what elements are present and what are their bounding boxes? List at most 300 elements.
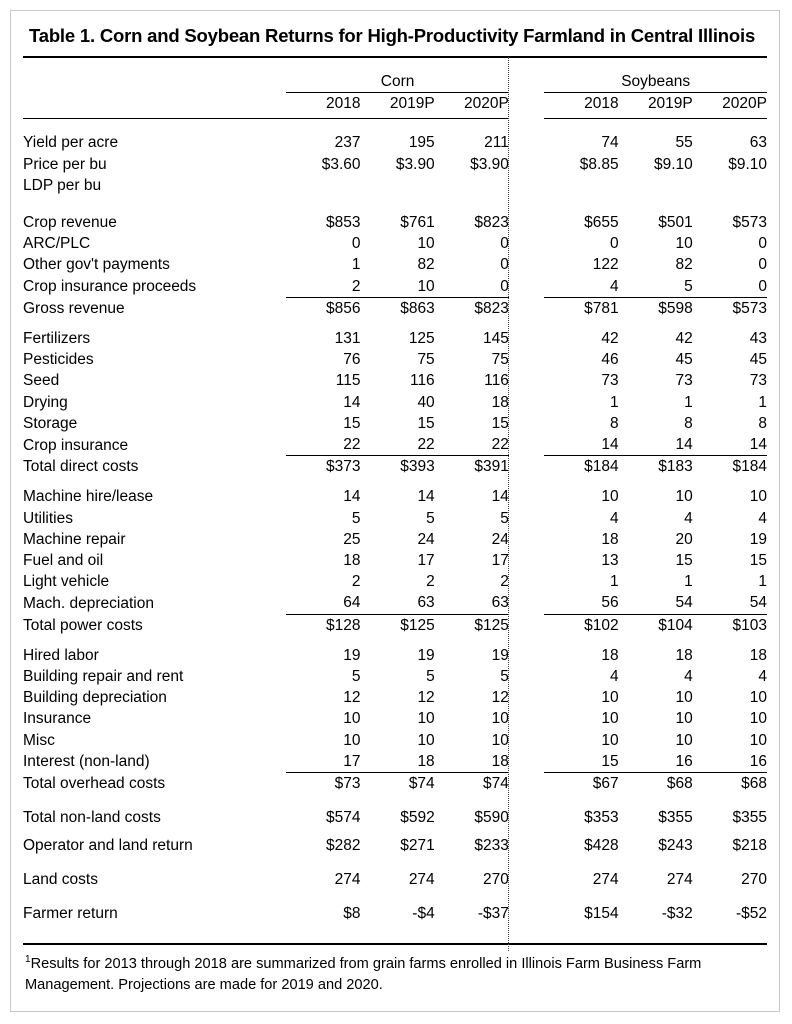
cell-soy-2018: $154 bbox=[584, 904, 619, 922]
cell-corn-2018: 1 bbox=[351, 256, 361, 274]
cell-corn-2019p: $592 bbox=[400, 809, 435, 827]
cell-corn-2019p: 10 bbox=[417, 235, 435, 253]
table-row-subtotal bbox=[23, 614, 767, 636]
spacer-cell bbox=[286, 794, 360, 807]
spacer-cell bbox=[693, 794, 767, 807]
cell-corn-2018: 14 bbox=[343, 488, 361, 506]
cell-soy-2019p: 14 bbox=[675, 436, 693, 454]
cell-corn-2020p: 2 bbox=[500, 573, 509, 591]
cell-corn-2018: 14 bbox=[343, 393, 361, 411]
spacer-cell bbox=[693, 856, 767, 869]
spacer-cell bbox=[435, 794, 509, 807]
row-label: Fertilizers bbox=[23, 330, 91, 348]
cell-corn-2020p: $125 bbox=[435, 614, 509, 636]
cell-soy-2018: 4 bbox=[609, 509, 619, 527]
cell-corn-2018: 10 bbox=[343, 710, 361, 728]
row-label: Crop revenue bbox=[23, 214, 117, 232]
cell-soy-2019p: $598 bbox=[619, 297, 693, 319]
row-gap bbox=[509, 328, 545, 349]
cell-soy-2018: $655 bbox=[584, 214, 619, 232]
table-row-subtotal bbox=[23, 773, 767, 795]
cell-corn-2020p: 0 bbox=[500, 277, 509, 295]
spacer-cell bbox=[23, 924, 286, 937]
cell-soy-2018: 8 bbox=[609, 414, 619, 432]
row-gap bbox=[509, 233, 545, 254]
row-gap bbox=[509, 773, 545, 795]
spacer-cell bbox=[693, 58, 767, 71]
cell-corn-2018: $3.60 bbox=[321, 155, 361, 173]
cell-soy-2020p: 18 bbox=[749, 646, 767, 664]
row-label: Building depreciation bbox=[23, 689, 167, 707]
row-label: Storage bbox=[23, 414, 78, 432]
cell-corn-2018: 15 bbox=[343, 414, 361, 432]
cell-corn-2019p: 125 bbox=[408, 330, 435, 348]
row-gap bbox=[509, 276, 545, 298]
spacer-cell bbox=[286, 856, 360, 869]
cell-corn-2019p: 40 bbox=[417, 393, 435, 411]
cell-soy-2018: $67 bbox=[544, 773, 618, 795]
cell-corn-2018: $856 bbox=[286, 297, 360, 319]
spacer-cell bbox=[286, 890, 360, 903]
cell-corn-2018: 131 bbox=[334, 330, 361, 348]
table-row bbox=[23, 254, 767, 275]
spacer-cell bbox=[619, 794, 693, 807]
table-row bbox=[23, 328, 767, 349]
cell-soy-2019p: 274 bbox=[666, 870, 693, 888]
spacer-cell bbox=[544, 119, 618, 133]
cell-soy-2019p: 20 bbox=[675, 530, 693, 548]
cell-corn-2019p: $3.90 bbox=[395, 155, 435, 173]
spacer-cell bbox=[286, 924, 360, 937]
spacer-cell bbox=[693, 477, 767, 486]
cell-corn-2018: 274 bbox=[334, 870, 361, 888]
cell-corn-2019p: 2 bbox=[426, 573, 435, 591]
cell-corn-2019p: $125 bbox=[361, 614, 435, 636]
row-label: Drying bbox=[23, 393, 68, 411]
table-row bbox=[23, 349, 767, 370]
cell-corn-2020p: 24 bbox=[491, 530, 509, 548]
spacer-cell bbox=[693, 119, 767, 133]
cell-soy-2018: $184 bbox=[544, 456, 618, 478]
cell-soy-2018: 13 bbox=[601, 552, 619, 570]
cell-corn-2019p: 75 bbox=[417, 351, 435, 369]
spacer-cell bbox=[23, 794, 286, 807]
cell-soy-2019p: 10 bbox=[675, 235, 693, 253]
row-label: Price per bu bbox=[23, 155, 107, 173]
spacer-cell bbox=[509, 636, 545, 645]
row-label: Other gov't payments bbox=[23, 256, 170, 274]
cell-soy-2020p: 54 bbox=[749, 594, 767, 612]
row-label: Seed bbox=[23, 372, 60, 390]
cell-soy-2020p: 63 bbox=[749, 134, 767, 152]
spacer-cell bbox=[361, 924, 435, 937]
spacer-cell bbox=[286, 196, 360, 212]
year-header-soy-2019p: 2019P bbox=[647, 95, 693, 113]
cell-corn-2019p: 63 bbox=[417, 594, 435, 612]
cell-soy-2019p: 10 bbox=[675, 710, 693, 728]
row-label: Machine repair bbox=[23, 530, 126, 548]
cell-corn-2019p: 12 bbox=[417, 689, 435, 707]
spacer-cell bbox=[544, 58, 618, 71]
cell-soy-2020p: 10 bbox=[749, 731, 767, 749]
row-label: Yield per acre bbox=[23, 134, 119, 152]
cell-corn-2020p: 14 bbox=[491, 488, 509, 506]
cell-soy-2019p: $68 bbox=[619, 773, 693, 795]
cell-corn-2019p: $271 bbox=[400, 836, 435, 854]
cell-corn-2019p: 24 bbox=[417, 530, 435, 548]
row-label: LDP per bu bbox=[23, 176, 102, 194]
spacer-row bbox=[23, 58, 767, 71]
cell-soy-2018: 10 bbox=[601, 731, 619, 749]
cell-soy-2020p: 10 bbox=[749, 689, 767, 707]
spacer-cell bbox=[619, 636, 693, 645]
spacer-cell bbox=[619, 924, 693, 937]
cell-soy-2020p: 15 bbox=[749, 552, 767, 570]
cell-corn-2020p: 17 bbox=[491, 552, 509, 570]
spacer-cell bbox=[435, 58, 509, 71]
cell-corn-2020p: 10 bbox=[491, 710, 509, 728]
year-header-row bbox=[23, 93, 767, 115]
year-header-soy-2018: 2018 bbox=[584, 95, 619, 113]
cell-corn-2019p: 18 bbox=[417, 752, 435, 770]
cell-corn-2020p: 145 bbox=[483, 330, 509, 348]
cell-corn-2020p: 0 bbox=[500, 256, 509, 274]
spacer-cell bbox=[435, 319, 509, 328]
spacer-cell bbox=[619, 58, 693, 71]
cell-soy-2020p: $9.10 bbox=[728, 155, 767, 173]
cell-corn-2019p: $393 bbox=[361, 456, 435, 478]
cell-corn-2020p: 18 bbox=[491, 752, 509, 770]
row-label: Insurance bbox=[23, 710, 92, 728]
cell-soy-2018: 14 bbox=[601, 436, 619, 454]
cell-corn-2020p: $823 bbox=[474, 214, 509, 232]
row-gap bbox=[509, 154, 545, 175]
spacer-cell bbox=[509, 319, 545, 328]
table-row-total bbox=[23, 835, 767, 856]
cell-soy-2020p: 4 bbox=[758, 509, 767, 527]
year-header-blank bbox=[23, 93, 286, 115]
spacer-cell bbox=[435, 890, 509, 903]
cell-corn-2018: 12 bbox=[343, 689, 361, 707]
spacer-cell bbox=[619, 890, 693, 903]
row-gap bbox=[509, 456, 545, 478]
spacer-cell bbox=[23, 636, 286, 645]
cell-soy-2020p: 4 bbox=[758, 668, 767, 686]
table-row bbox=[23, 175, 767, 196]
row-label: Land costs bbox=[23, 870, 98, 888]
cell-corn-2020p: 75 bbox=[491, 351, 509, 369]
cell-corn-2020p: -$37 bbox=[477, 904, 509, 922]
spacer-row bbox=[23, 477, 767, 486]
table-row-subtotal bbox=[23, 297, 767, 319]
spacer-cell bbox=[544, 890, 618, 903]
spacer-cell bbox=[361, 119, 435, 133]
cell-soy-2019p: 42 bbox=[675, 330, 693, 348]
cell-corn-2018: 5 bbox=[351, 668, 361, 686]
cell-corn-2020p bbox=[435, 175, 509, 196]
table-row bbox=[23, 233, 767, 254]
cell-soy-2019p: 45 bbox=[675, 351, 693, 369]
footnote-marker: 1 bbox=[25, 954, 31, 966]
cell-corn-2018: $128 bbox=[286, 614, 360, 636]
cell-soy-2018: 73 bbox=[601, 372, 619, 390]
spacer-cell bbox=[361, 794, 435, 807]
cell-soy-2018: $353 bbox=[584, 809, 619, 827]
row-gap bbox=[509, 486, 545, 507]
cell-corn-2020p: 0 bbox=[500, 235, 509, 253]
cell-soy-2018: 4 bbox=[609, 277, 619, 295]
cell-soy-2020p: 45 bbox=[749, 351, 767, 369]
cell-corn-2018: 10 bbox=[343, 731, 361, 749]
group-header-soybeans: Soybeans bbox=[544, 71, 767, 93]
row-label: Pesticides bbox=[23, 351, 94, 369]
cell-corn-2019p: 15 bbox=[417, 414, 435, 432]
table-row bbox=[23, 370, 767, 391]
year-header-soy-2020p: 2020P bbox=[722, 95, 767, 113]
cell-corn-2019p: 116 bbox=[409, 372, 435, 390]
cell-corn-2019p: 22 bbox=[417, 436, 435, 454]
cell-soy-2020p: 19 bbox=[749, 530, 767, 548]
cell-corn-2018: 115 bbox=[335, 372, 361, 390]
cell-soy-2019p: $501 bbox=[658, 214, 693, 232]
cell-corn-2018: $853 bbox=[326, 214, 361, 232]
cell-soy-2019p: 4 bbox=[684, 668, 693, 686]
cell-corn-2018: 22 bbox=[343, 436, 361, 454]
spacer-cell bbox=[435, 924, 509, 937]
spacer-row bbox=[23, 890, 767, 903]
spacer-row bbox=[23, 119, 767, 133]
spacer-cell bbox=[435, 856, 509, 869]
row-label: Building repair and rent bbox=[23, 668, 184, 686]
cell-soy-2019p: 16 bbox=[675, 752, 693, 770]
row-label: Interest (non-land) bbox=[23, 753, 150, 771]
spacer-cell bbox=[693, 890, 767, 903]
cell-soy-2020p: 1 bbox=[758, 573, 767, 591]
table-row-total bbox=[23, 903, 767, 924]
table-row bbox=[23, 687, 767, 708]
cell-soy-2019p bbox=[619, 175, 693, 196]
row-label: Utilities bbox=[23, 509, 73, 527]
table-card bbox=[10, 10, 780, 1012]
table-row bbox=[23, 486, 767, 507]
cell-soy-2020p: 16 bbox=[749, 752, 767, 770]
footnote-text: Results for 2013 through 2018 are summarized from grain farms enrolled in Illinois Farm Business Farm Management. Projections are made for 2019 and 2020. bbox=[25, 956, 702, 994]
cell-soy-2019p: $9.10 bbox=[653, 155, 693, 173]
row-label: Operator and land return bbox=[23, 836, 193, 854]
page-title: Table 1. Corn and Soybean Returns for High-Productivity Farmland in Central Illinois bbox=[29, 25, 756, 46]
cell-corn-2019p: $863 bbox=[361, 297, 435, 319]
spacer-cell bbox=[509, 58, 545, 71]
spacer-cell bbox=[361, 856, 435, 869]
cell-corn-2020p: 5 bbox=[500, 668, 509, 686]
row-label: Fuel and oil bbox=[23, 552, 104, 570]
table-row bbox=[23, 434, 767, 456]
cell-soy-2020p: $218 bbox=[732, 836, 767, 854]
table-row bbox=[23, 132, 767, 153]
row-label: Machine hire/lease bbox=[23, 488, 154, 506]
cell-soy-2019p: $355 bbox=[658, 809, 693, 827]
cell-corn-2020p: $3.90 bbox=[470, 155, 509, 173]
spacer-cell bbox=[435, 119, 509, 133]
table-row bbox=[23, 592, 767, 614]
table-row bbox=[23, 154, 767, 175]
row-gap bbox=[509, 434, 545, 456]
row-gap bbox=[509, 666, 545, 687]
row-label: Light vehicle bbox=[23, 573, 110, 591]
spacer-cell bbox=[693, 636, 767, 645]
cell-corn-2020p: 5 bbox=[500, 509, 509, 527]
cell-corn-2018 bbox=[286, 175, 360, 196]
cell-soy-2019p: 10 bbox=[675, 731, 693, 749]
cell-corn-2018: $574 bbox=[326, 809, 361, 827]
cell-corn-2020p: 15 bbox=[491, 414, 509, 432]
group-header-blank bbox=[23, 71, 286, 93]
cell-corn-2018: 64 bbox=[343, 594, 361, 612]
cell-corn-2019p: 195 bbox=[408, 134, 435, 152]
row-gap bbox=[509, 571, 545, 592]
cell-soy-2019p: 1 bbox=[684, 393, 693, 411]
row-label: Misc bbox=[23, 731, 55, 749]
cell-corn-2018: 2 bbox=[351, 573, 361, 591]
cell-soy-2019p: 54 bbox=[675, 594, 693, 612]
row-gap bbox=[509, 254, 545, 275]
cell-soy-2018: $781 bbox=[544, 297, 618, 319]
cell-corn-2018: 18 bbox=[343, 552, 361, 570]
year-header-gap bbox=[509, 93, 545, 115]
row-gap bbox=[509, 807, 545, 828]
cell-corn-2018: 5 bbox=[351, 509, 361, 527]
table-row bbox=[23, 708, 767, 729]
spacer-cell bbox=[544, 924, 618, 937]
cell-soy-2020p: 73 bbox=[749, 372, 767, 390]
spacer-cell bbox=[509, 890, 545, 903]
cell-soy-2018: 4 bbox=[609, 668, 619, 686]
spacer-cell bbox=[619, 477, 693, 486]
spacer-cell bbox=[361, 58, 435, 71]
cell-corn-2019p: 10 bbox=[417, 731, 435, 749]
cell-corn-2020p: 19 bbox=[491, 646, 509, 664]
cell-soy-2018: 18 bbox=[601, 646, 619, 664]
spacer-cell bbox=[619, 119, 693, 133]
cell-corn-2020p: $391 bbox=[435, 456, 509, 478]
spacer-cell bbox=[544, 319, 618, 328]
row-gap bbox=[509, 614, 545, 636]
table-row-subtotal bbox=[23, 456, 767, 478]
spacer-cell bbox=[361, 319, 435, 328]
cell-soy-2019p: 4 bbox=[684, 509, 693, 527]
group-header-corn: Corn bbox=[286, 71, 509, 93]
cell-soy-2018: $102 bbox=[544, 614, 618, 636]
cell-soy-2020p: 10 bbox=[749, 488, 767, 506]
row-gap bbox=[509, 592, 545, 614]
cell-soy-2018: 42 bbox=[601, 330, 619, 348]
cell-corn-2019p: $74 bbox=[361, 773, 435, 795]
spacer-row bbox=[23, 856, 767, 869]
row-label: Total non-land costs bbox=[23, 809, 161, 827]
spacer-cell bbox=[361, 636, 435, 645]
cell-corn-2019p: 5 bbox=[426, 668, 435, 686]
cell-soy-2018: 74 bbox=[601, 134, 619, 152]
cell-soy-2019p: $243 bbox=[658, 836, 693, 854]
spacer-cell bbox=[23, 319, 286, 328]
spacer-cell bbox=[619, 319, 693, 328]
cell-corn-2020p: $590 bbox=[474, 809, 509, 827]
cell-corn-2020p: 270 bbox=[483, 870, 509, 888]
row-gap bbox=[509, 370, 545, 391]
spacer-cell bbox=[286, 319, 360, 328]
cell-soy-2020p: -$52 bbox=[735, 904, 767, 922]
spacer-cell bbox=[544, 856, 618, 869]
spacer-cell bbox=[361, 477, 435, 486]
cell-soy-2020p: $573 bbox=[693, 297, 767, 319]
row-gap bbox=[509, 903, 545, 924]
row-label: Gross revenue bbox=[23, 299, 125, 317]
cell-soy-2018: 1 bbox=[609, 393, 619, 411]
row-gap bbox=[509, 297, 545, 319]
row-label: Hired labor bbox=[23, 646, 99, 664]
cell-corn-2020p: $233 bbox=[474, 836, 509, 854]
cell-soy-2019p: 5 bbox=[684, 277, 693, 295]
spacer-cell bbox=[23, 58, 286, 71]
cell-corn-2020p: 116 bbox=[484, 372, 509, 390]
cell-corn-2019p: 19 bbox=[417, 646, 435, 664]
spacer-cell bbox=[509, 119, 545, 133]
cell-soy-2018: 0 bbox=[609, 235, 619, 253]
cell-corn-2020p: 18 bbox=[491, 393, 509, 411]
cell-soy-2020p: 0 bbox=[758, 277, 767, 295]
cell-corn-2018: 0 bbox=[351, 235, 361, 253]
table-row bbox=[23, 666, 767, 687]
cell-corn-2020p: 12 bbox=[491, 689, 509, 707]
cell-soy-2019p: $183 bbox=[619, 456, 693, 478]
row-gap bbox=[509, 730, 545, 751]
cell-soy-2019p: 18 bbox=[675, 646, 693, 664]
cell-soy-2018 bbox=[544, 175, 618, 196]
cell-corn-2019p: $761 bbox=[400, 214, 435, 232]
cell-soy-2019p: -$32 bbox=[661, 904, 693, 922]
cell-corn-2019p: 14 bbox=[417, 488, 435, 506]
row-label: Mach. depreciation bbox=[23, 594, 154, 612]
spacer-cell bbox=[509, 856, 545, 869]
year-header-corn-2020p: 2020P bbox=[464, 95, 509, 113]
spacer-cell bbox=[23, 856, 286, 869]
table-row bbox=[23, 751, 767, 773]
cell-soy-2018: 56 bbox=[601, 594, 619, 612]
cell-corn-2019p: 17 bbox=[417, 552, 435, 570]
cell-soy-2020p: 43 bbox=[749, 330, 767, 348]
cell-soy-2020p: $573 bbox=[732, 214, 767, 232]
spacer-cell bbox=[361, 196, 435, 212]
cell-corn-2018: $373 bbox=[286, 456, 360, 478]
table-row bbox=[23, 392, 767, 413]
cell-soy-2018: 274 bbox=[592, 870, 619, 888]
cell-soy-2018: 10 bbox=[601, 689, 619, 707]
cell-soy-2020p: $184 bbox=[693, 456, 767, 478]
table-row-total bbox=[23, 807, 767, 828]
cell-soy-2019p: 8 bbox=[684, 414, 693, 432]
row-gap bbox=[509, 529, 545, 550]
spacer-cell bbox=[509, 477, 545, 486]
table-row bbox=[23, 645, 767, 666]
row-gap bbox=[509, 392, 545, 413]
cell-soy-2019p: 55 bbox=[675, 134, 693, 152]
group-header-gap bbox=[509, 71, 545, 93]
row-label: Total direct costs bbox=[23, 458, 139, 476]
spacer-cell bbox=[544, 636, 618, 645]
table-row bbox=[23, 869, 767, 890]
row-gap bbox=[509, 132, 545, 153]
year-header-corn-2019p: 2019P bbox=[389, 95, 435, 113]
